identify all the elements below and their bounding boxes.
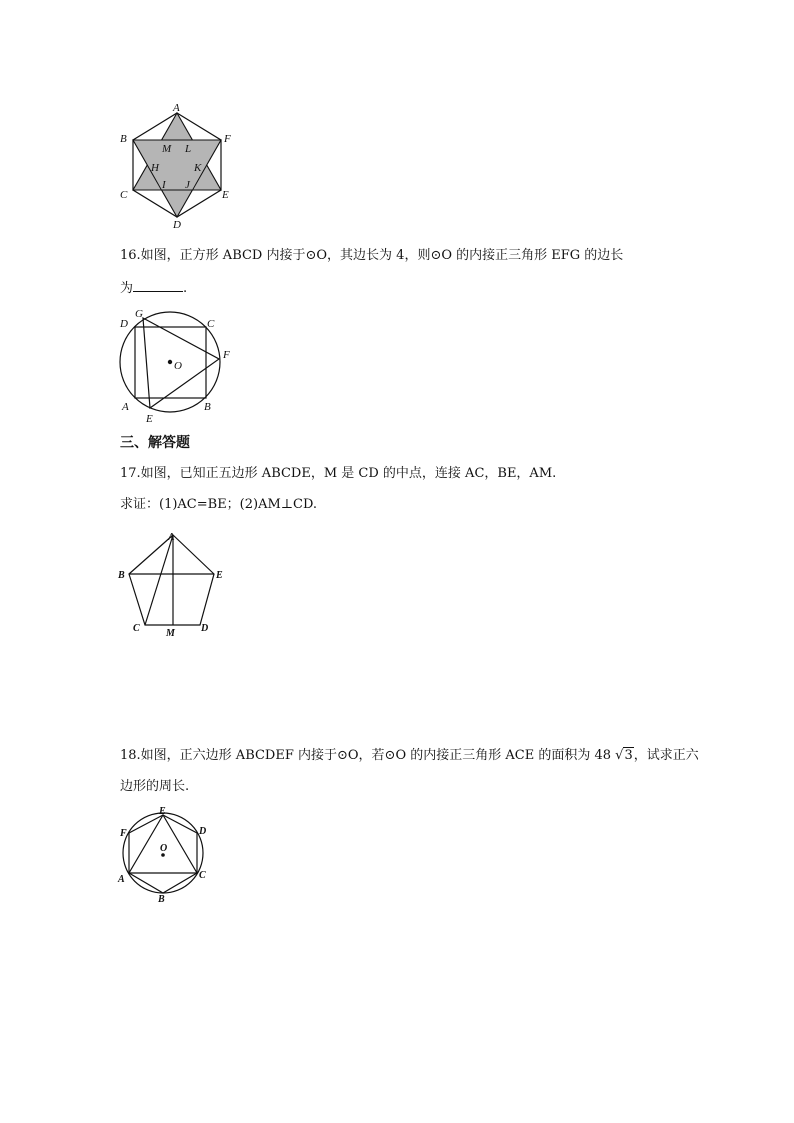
label-A: A <box>173 102 180 114</box>
q18-line1 <box>120 747 699 765</box>
label-A: A <box>118 874 125 885</box>
label-M: M <box>166 628 175 639</box>
label-B: B <box>120 133 127 145</box>
label-B: B <box>158 894 165 905</box>
label-F: F <box>223 349 230 361</box>
sqrt-3 <box>615 747 634 765</box>
label-E: E <box>216 570 223 581</box>
q16-line2-suffix: . <box>183 281 188 296</box>
circle-square-triangle-figure <box>112 303 242 423</box>
label-C: C <box>120 189 128 201</box>
label-B: B <box>204 401 211 413</box>
label-M: M <box>162 143 172 155</box>
section-title: 三、解答题 <box>120 435 190 451</box>
label-K: K <box>194 162 202 174</box>
label-A: A <box>168 532 175 543</box>
label-C: C <box>199 870 206 881</box>
label-G: G <box>135 308 143 320</box>
label-D: D <box>201 623 209 634</box>
answer-blank[interactable] <box>133 279 183 292</box>
label-L: L <box>185 143 192 155</box>
q17-line1: 17.如图，已知正五边形 ABCDE，M 是 CD 的中点，连接 AC，BE，AM. <box>120 466 557 481</box>
label-E: E <box>222 189 229 201</box>
label-O: O <box>174 360 182 372</box>
label-E: E <box>146 413 153 425</box>
label-C: C <box>207 318 215 330</box>
label-D: D <box>173 219 181 231</box>
label-F: F <box>224 133 231 145</box>
sqrt-radicand: 3 <box>624 748 633 763</box>
q16-line1: 16.如图，正方形 ABCD 内接于⊙O，其边长为 4，则⊙O 的内接正三角形 EFG 的边长 <box>120 248 624 263</box>
pentagon-figure <box>112 528 232 638</box>
q16-line2-prefix: 为 <box>120 281 134 296</box>
hexagon-circle-figure <box>112 805 222 905</box>
label-B: B <box>118 570 125 581</box>
label-D: D <box>199 826 207 837</box>
label-F: F <box>120 828 127 839</box>
label-C: C <box>133 623 140 634</box>
center-point <box>168 360 172 364</box>
label-I: I <box>162 179 166 191</box>
q17-line2: 求证：(1)AC=BE；(2)AM⊥CD. <box>120 497 318 512</box>
q18-line1-prefix: 18.如图，正六边形 ABCDEF 内接于⊙O，若⊙O 的内接正三角形 ACE 的面积为 48 <box>120 748 616 763</box>
q18-line2: 边形的周长. <box>120 779 190 794</box>
label-J: J <box>185 179 190 191</box>
label-E: E <box>159 806 166 817</box>
segment-AC <box>145 535 173 625</box>
sqrt-sign: √ <box>615 748 624 763</box>
label-H: H <box>151 162 159 174</box>
label-O: O <box>160 843 168 854</box>
label-D: D <box>120 318 128 330</box>
q18-line1-suffix: ，试求正六 <box>633 748 699 763</box>
q16-line2 <box>120 279 187 298</box>
label-A: A <box>122 401 129 413</box>
hexagon-star-figure <box>112 100 232 230</box>
pentagon-ABCDE <box>129 535 214 625</box>
